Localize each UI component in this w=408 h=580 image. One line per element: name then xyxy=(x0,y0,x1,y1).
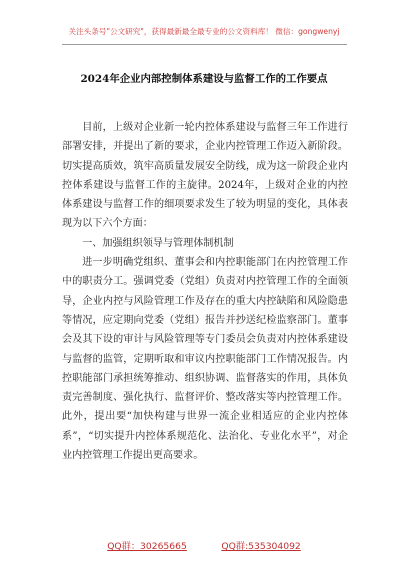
header-divider xyxy=(62,44,347,45)
footer-qq-group-1: QQ群：30265665 xyxy=(107,541,187,552)
header-note: 关注头条号"公文研究"，获得最新最全最专业的公文资料库！ 微信：gongwenyj xyxy=(68,27,340,36)
footer-contact xyxy=(0,538,408,552)
document-body xyxy=(62,118,348,465)
footer-qq-group-2: QQ群:535304092 xyxy=(221,541,301,552)
section-paragraph: 进一步明确党组织、董事会和内控职能部门在内控管理工作中的职责分工。强调党委（党组）负责对内控管理工作的全面领导，企业内控与风险管理工作及存在的重大内控缺陷和风险隐患等情况，应定期向党委（党组）报告并抄送纪检监察部门。董事会及其下设的审计与风险管理等专门委员会负责对内控体系建设与监督的监管，定期听取和审议内控职能部门工作情况报告。内控职能部门承担统筹推动、组织协调、监督落实的作用，具体负责完善制度、强化执行、监督评价、整改落实等内控管理工作。此外，提出要“加快构建与世界一流企业相适应的企业内控体系”，“切实提升内控体系规范化、法治化、专业化水平”，对企业内控管理工作提出更高要求。 xyxy=(62,257,348,462)
section-heading: 一、加强组织领导与管理体制机制 xyxy=(82,237,234,249)
document-title: 2024年企业内部控制体系建设与监督工作的工作要点 xyxy=(80,73,328,85)
intro-paragraph: 目前，上级对企业新一轮内控体系建设与监督三年工作进行部署安排，并提出了新的要求，企业内控管理工作迈入新阶段。切实提高质效，筑牢高质量发展安全防线，成为这一阶段企业内控体系建设与监督工作的主旋律。2024年，上级对企业的内控体系建设与监督工作的细项要求发生了较为明显的变化，具体表现为以下六个方面： xyxy=(62,122,348,230)
